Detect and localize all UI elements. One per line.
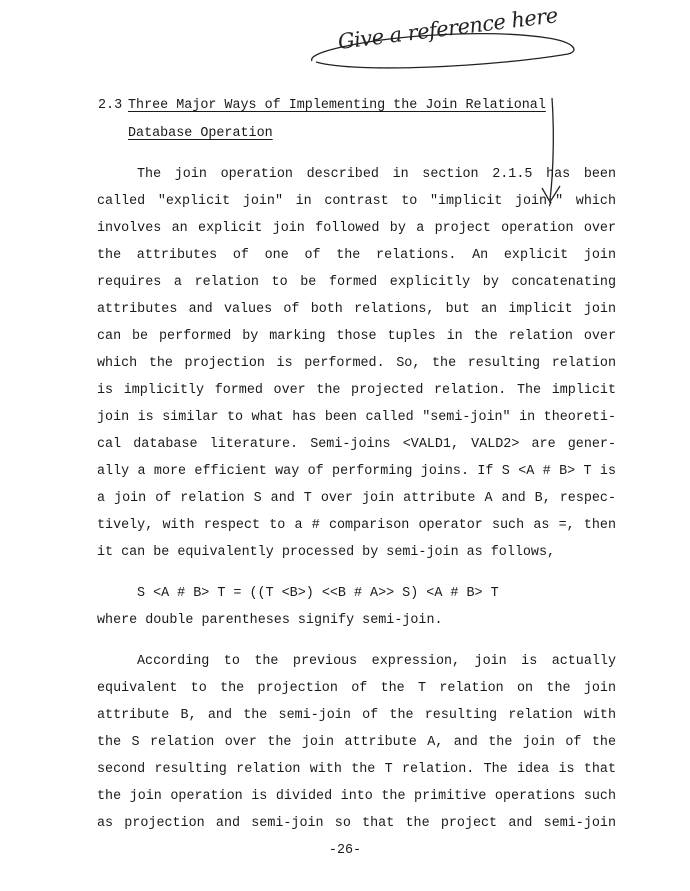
text-line: as projection and semi-join so that the project and semi-join [97,816,616,831]
text-line: According to the previous expression, join is actually [137,654,616,669]
section-number: 2.3 [98,98,123,113]
text-line: equivalent to the projection of the T relation on the join [97,681,616,696]
formula-note: where double parentheses signify semi-join. [97,613,443,628]
handwritten-annotation [298,3,580,84]
text-line: cal database literature. Semi-joins <VALD1, VALD2> are gener- [97,437,616,452]
text-line: join is similar to what has been called "semi-join" in theoreti- [97,410,616,425]
text-line: the attributes of one of the relations. An explicit join [97,248,616,263]
text-line: The join operation described in section 2.1.5 has been [137,167,616,182]
text-line: the S relation over the join attribute A, and the join of the [97,735,616,750]
text-line: involves an explicit join followed by a project operation over [97,221,616,236]
section-title-line1: Three Major Ways of Implementing the Join Relational [128,98,546,113]
text-line: second resulting relation with the T relation. The idea is that [97,762,616,777]
text-line: can be performed by marking those tuples in the relation over [97,329,616,344]
text-line: attribute B, and the semi-join of the resulting relation with [97,708,616,723]
text-line: a join of relation S and T over join attribute A and B, respec- [97,491,616,506]
text-line: which the projection is performed. So, the resulting relation [97,356,616,371]
text-line: tively, with respect to a # comparison operator such as =, then [97,518,616,533]
text-line: is implicitly formed over the projected relation. The implicit [97,383,616,398]
section-title-line2: Database Operation [128,126,273,141]
text-line: requires a relation to be formed explicitly by concatenating [97,275,616,290]
semi-join-formula: S <A # B> T = ((T <B>) <<B # A>> S) <A # B> T [137,586,499,601]
text-line: attributes and values of both relations, but an implicit join [97,302,616,317]
handwritten-note: Give a reference here [336,3,559,54]
text-line: called "explicit join" in contrast to "implicit join," which [97,194,616,209]
page-number: -26- [328,843,362,858]
text-line: the join operation is divided into the primitive operations such [97,789,616,804]
text-line: it can be equivalently processed by semi-join as follows, [97,545,556,560]
text-line: ally a more efficient way of performing joins. If S <A # B> T is [97,464,616,479]
